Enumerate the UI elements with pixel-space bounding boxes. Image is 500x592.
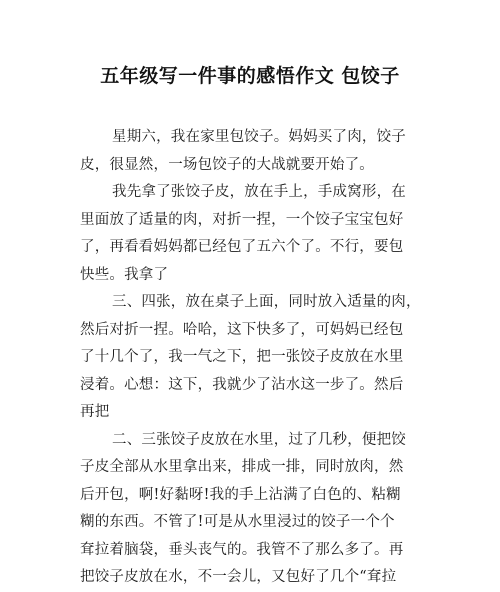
text-line: 皮，很显然，一场包饺子的大战就要开始了。 bbox=[80, 156, 374, 173]
text-line: 我先拿了张饺子皮，放在手上，手成窝形，在 bbox=[112, 184, 406, 200]
text-line: 三、四张，放在桌子上面，同时放入适量的肉， bbox=[112, 294, 421, 310]
text-line: 二、三张饺子皮放在水里，过了几秒，便把饺 bbox=[112, 431, 406, 448]
text-line: 了十几个了，我一气之下，把一张饺子皮放在水里 bbox=[80, 349, 404, 365]
document-body bbox=[80, 124, 422, 592]
text-line: 然后对折一捏。哈哈，这下快多了，可妈妈已经包 bbox=[80, 321, 404, 338]
text-line: 子皮全部从水里拿出来，排成一排，同时放肉，然 bbox=[80, 459, 404, 475]
text-line: 后开包，啊!好黏呀!我的手上沾满了白色的、粘糊 bbox=[80, 486, 401, 503]
text-line: 浸着。心想：这下，我就少了沾水这一步了。然后 bbox=[80, 376, 404, 393]
text-line: 星期六，我在家里包饺子。妈妈买了肉，饺子 bbox=[112, 129, 406, 145]
document-title: 五年级写一件事的感悟作文 包饺子 bbox=[100, 65, 400, 87]
text-line: 耷拉着脑袋，垂头丧气的。我管不了那么多了。再 bbox=[80, 541, 404, 558]
text-line: 糊的东西。不管了!可是从水里浸过的饺子一个个 bbox=[80, 514, 395, 530]
text-line: 里面放了适量的肉，对折一捏，一个饺子宝宝包好 bbox=[80, 211, 404, 228]
text-line: 了，再看看妈妈都已经包了五六个了。不行，要包 bbox=[80, 239, 404, 255]
text-line: 快些。我拿了 bbox=[80, 266, 169, 283]
text-line: 再把 bbox=[80, 404, 110, 420]
text-line: 把饺子皮放在水，不一会儿，又包好了几个“耷拉 bbox=[80, 569, 397, 585]
